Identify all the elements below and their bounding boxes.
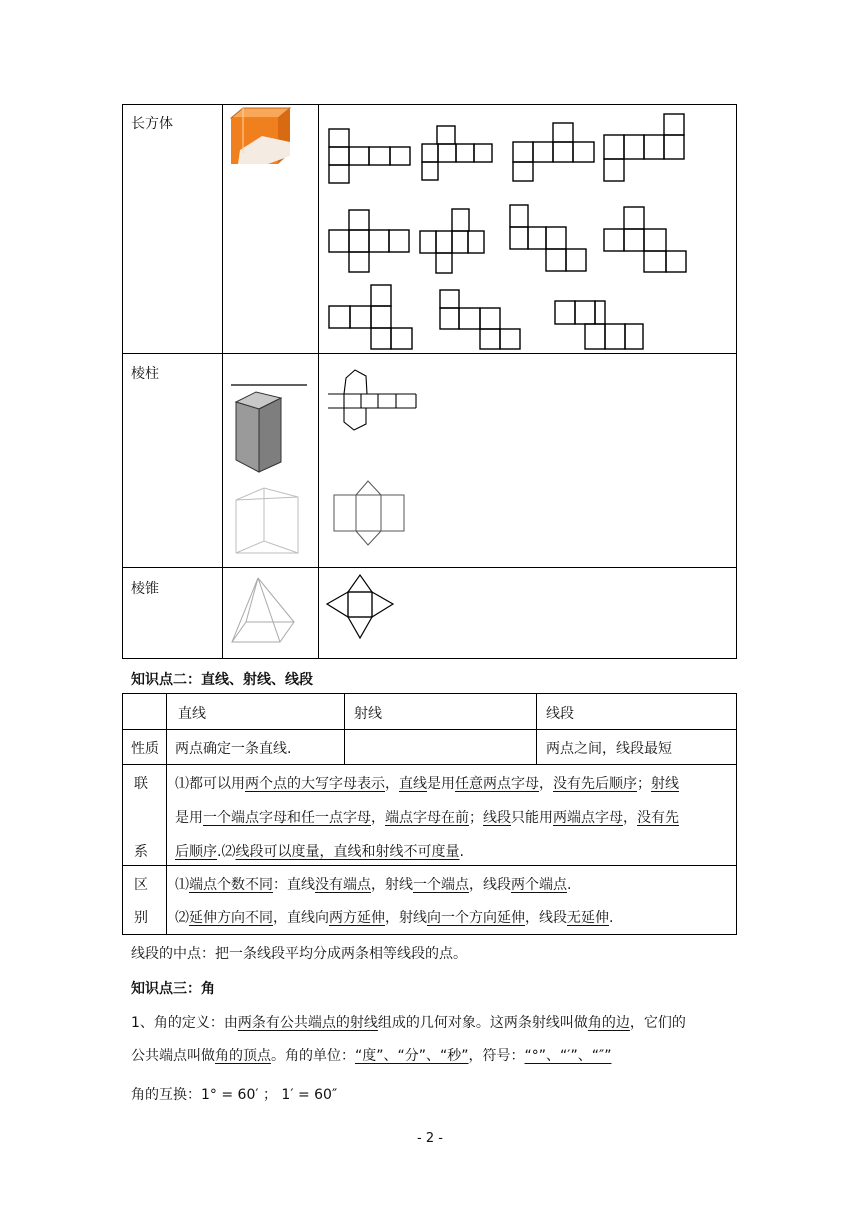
row-label-prism: 棱柱 xyxy=(131,366,159,382)
relation-line-2: 是用一个端点字母和任一点字母，端点字母在前；线段只能用两端点字母，没有先 xyxy=(175,810,679,826)
header-line: 直线 xyxy=(178,706,206,722)
row-label-pyramid: 棱锥 xyxy=(131,581,159,597)
property-label: 性质 xyxy=(131,741,159,757)
header-ray: 射线 xyxy=(354,706,382,722)
difference-line-2: ⑵延伸方向不同，直线向两方延伸，射线向一个方向延伸，线段无延伸. xyxy=(175,910,614,926)
difference-line-1: ⑴端点个数不同：直线没有端点，射线一个端点，线段两个端点. xyxy=(175,877,572,893)
relation-label-1: 联 xyxy=(134,776,148,792)
page-number: - 2 - xyxy=(417,1131,443,1146)
property-segment: 两点之间，线段最短 xyxy=(546,741,672,757)
section3-title: 知识点三：角 xyxy=(131,981,215,997)
angle-conversion: 角的互换：1° = 60′ ； 1′ = 60″ xyxy=(131,1087,338,1103)
relation-line-3: 后顺序.⑵线段可以度量，直线和射线不可度量. xyxy=(175,844,464,860)
relation-label-2: 系 xyxy=(134,844,148,860)
difference-label-2: 别 xyxy=(134,910,148,926)
difference-label-1: 区 xyxy=(134,877,148,893)
angle-definition-line-2: 公共端点叫做角的顶点。角的单位：“度”、“分”、“秒”，符号：“°”、“′”、“″” xyxy=(131,1048,612,1064)
row-label-cuboid: 长方体 xyxy=(131,116,173,132)
angle-definition-line-1: 1、角的定义：由两条有公共端点的射线组成的几何对象。这两条射线叫做角的边，它们的 xyxy=(131,1015,686,1031)
relation-line-1: ⑴都可以用两个点的大写字母表示，直线是用任意两点字母，没有先后顺序；射线 xyxy=(175,776,679,792)
property-line: 两点确定一条直线. xyxy=(175,741,292,757)
midpoint-definition: 线段的中点：把一条线段平均分成两条相等线段的点。 xyxy=(131,946,467,962)
section2-title: 知识点二：直线、射线、线段 xyxy=(131,672,313,688)
header-segment: 线段 xyxy=(546,706,574,722)
